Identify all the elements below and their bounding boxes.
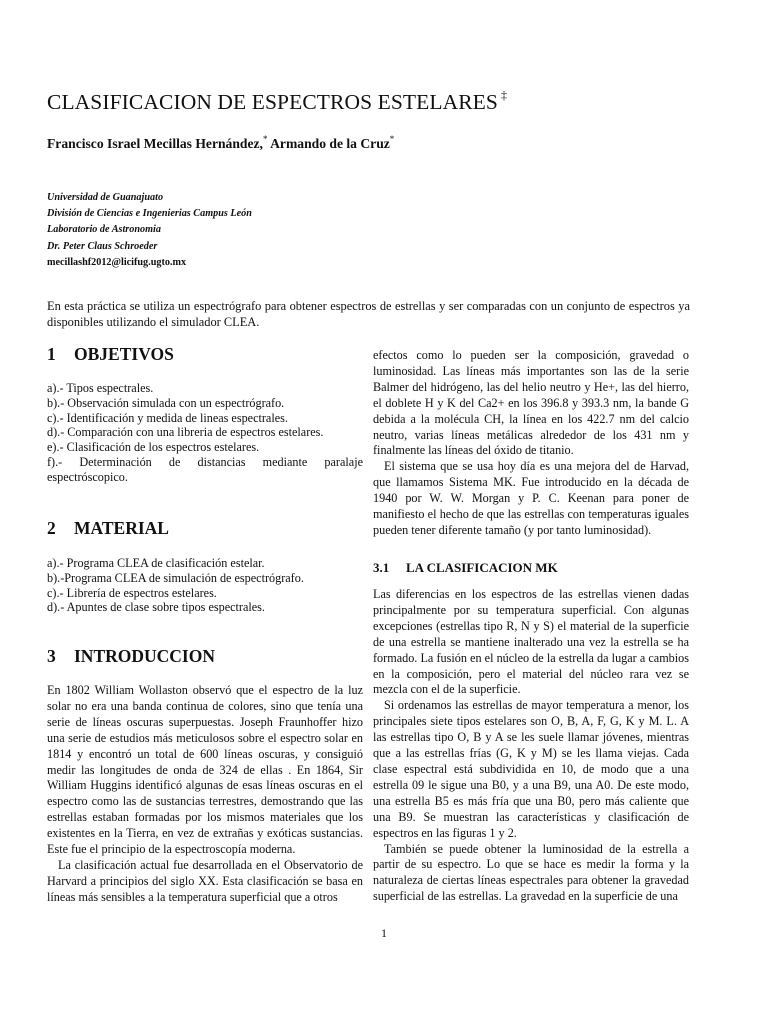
section-title: INTRODUCCION [74, 646, 215, 666]
author-1: Francisco Israel Mecillas Hernández, [47, 136, 263, 151]
subsection-title: LA CLASIFICACION MK [406, 560, 558, 575]
subsection-heading-mk [373, 560, 558, 576]
section-title: MATERIAL [74, 518, 169, 538]
section-heading-objetivos [47, 344, 174, 365]
subsection-number: 3.1 [373, 560, 390, 575]
section-number: 3 [47, 646, 56, 666]
paragraph: El sistema que se usa hoy día es una mejora del de Harvad, que llamamos Sistema MK. Fue introducido en la década de 1940 por W. W. Morgan y P. C. Keenan para poner de manifiesto el hecho de que las estrellas con temperaturas iguales pueden tener diferente tamaño (y por tanto luminosidad). [373, 459, 689, 537]
author-1-mark: * [262, 134, 268, 144]
introduccion-body [47, 683, 363, 906]
list-item: e).- Clasificación de los espectros estelares. [47, 440, 260, 455]
list-item: b).- Observación simulada con un espectrógrafo. [47, 395, 285, 410]
paragraph: efectos como lo pueden ser la composición, gravedad o luminosidad. Las líneas más importantes son las de la serie Balmer del hidrógeno, las del helio neutro y He+, las del hierro, el doblete H y K del Ca2+ en los 396.8 y 393.3 nm, la bande G debida a la molécula CH, la línea en los 422.7 nm del calcio neutro, varias líneas metálicas alrededor de los 431 nm y finalmente las líneas del óxido de titanio. [373, 348, 689, 458]
affiliation-university: Universidad de Guanajuato [47, 192, 164, 203]
list-item: c).- Identificación y medida de lineas espectrales. [47, 410, 288, 425]
affiliation-division: División de Ciencias e Ingenierias Campus León [47, 208, 252, 220]
section-number: 2 [47, 518, 56, 538]
paragraph: La clasificación actual fue desarrollada en el Observatorio de Harvard a principios del siglo XX. Esta clasificación se basa en líneas más sensibles a la temperatura superficial que a otros [47, 857, 363, 904]
author-line [47, 134, 394, 152]
section-heading-material [47, 518, 169, 539]
list-item: c).- Librería de espectros estelares. [47, 585, 217, 600]
list-item: a).- Programa CLEA de clasificación estelar. [47, 556, 265, 570]
introduccion-continued [373, 348, 689, 539]
author-2-mark: * [389, 134, 395, 144]
author-email: mecillashf2012@licifug.ugto.mx [47, 256, 187, 268]
affiliation-lab: Laboratorio de Astronomia [47, 224, 161, 236]
paragraph: Las diferencias en los espectros de las estrellas vienen dadas principalmente por su temperatura superficial. Con algunas excepciones (estrellas tipo R, N y S) el material de la superficie de una estrella se mantiene inalterado una vez la estrella se ha formado. La fusión en el núcleo de la estrella da lugar a cambios en la composición, pero el material del núcleo rara vez se mezcla con el de la superficie. [373, 587, 689, 697]
affiliation-block [47, 190, 252, 271]
list-item: b).-Programa CLEA de simulación de espectrógrafo. [47, 570, 304, 585]
list-item: d).- Comparación con una libreria de espectros estelares. [47, 425, 324, 440]
material-list [47, 556, 363, 615]
list-item: f).- Determinación de distancias mediante paralaje espectróscopico. [47, 454, 363, 484]
page-number: 1 [381, 926, 387, 940]
title-footnote-mark: ‡ [500, 88, 508, 102]
mk-body [373, 587, 689, 905]
section-title: OBJETIVOS [74, 344, 174, 364]
affiliation-advisor: Dr. Peter Claus Schroeder [47, 240, 158, 252]
objetivos-list [47, 381, 363, 485]
paragraph: También se puede obtener la luminosidad de la estrella a partir de su espectro. Lo que se hace es medir la forma y la naturaleza de ciertas líneas espectrales para obtener la gravedad superficial de las estrellas. La gravedad en la superficie de una [373, 841, 689, 904]
paper-title [47, 88, 507, 115]
section-number: 1 [47, 344, 56, 364]
title-text: CLASIFICACION DE ESPECTROS ESTELARES [47, 90, 498, 114]
paragraph: Si ordenamos las estrellas de mayor temperatura a menor, los principales siete tipos estelares son O, B, A, F, G, K y M. L. A las estrellas tipo O, B y A se les suele llamar jóvenes, mientras que a las estrellas frías (G, K y M) se les llama viejas. Cada clase espectral está subdividida en 10, de modo que a una estrella 09 le sigue una B0, y a una B9, una A0. De este modo, una estrella B5 es más fría que una B0, pero más caliente que una B9. Se muestran las características y clasificación de espectros en las figuras 1 y 2. [373, 698, 689, 840]
author-2: Armando de la Cruz [267, 136, 390, 151]
list-item: a).- Tipos espectrales. [47, 381, 154, 395]
list-item: d).- Apuntes de clase sobre tipos espectrales. [47, 600, 265, 615]
abstract: En esta práctica se utiliza un espectrógrafo para obtener espectros de estrellas y ser comparadas con un conjunto de espectros ya disponibles utilizando el simulador CLEA. [47, 299, 690, 329]
section-heading-introduccion [47, 646, 215, 667]
paragraph: En 1802 William Wollaston observó que el espectro de la luz solar no era una banda continua de colores, sino que tenía una serie de líneas oscuras superpuestas. Joseph Fraunhoffer hizo una serie de estudios más meticulosos sobre el espectro solar en 1814 y encontró un total de 600 líneas oscuras, y consiguió medir las longitudes de onda de 324 de ellas . En 1864, Sir William Huggins identificó algunas de esas líneas oscuras en el espectro como las de sustancias terrestres, demostrando que las estrellas estaban formadas por los mismos materiales que los existentes en la Tierra, en vez de extrañas y exóticas sustancias. Este fue el principio de la espectroscopía moderna. [47, 683, 363, 857]
